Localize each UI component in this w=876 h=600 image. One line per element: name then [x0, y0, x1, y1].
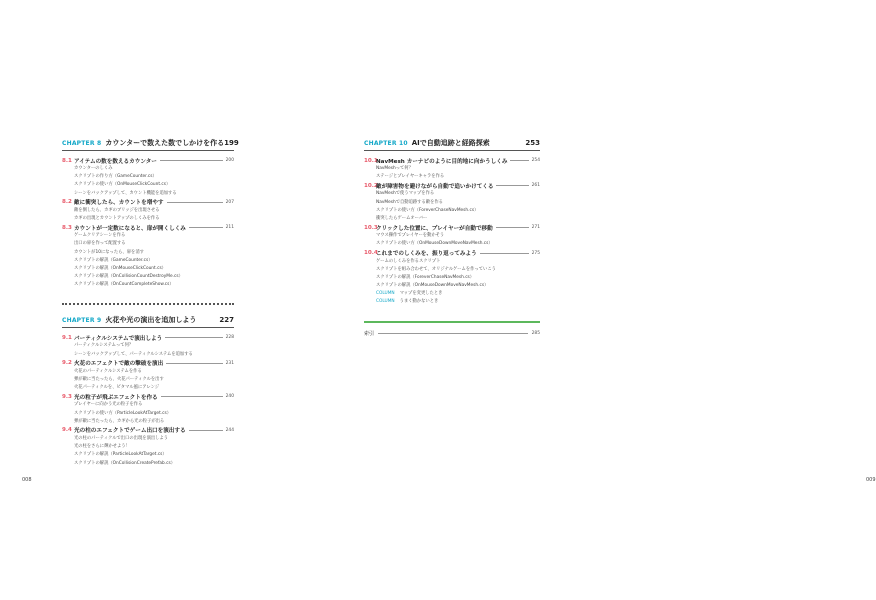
subsection-item: スクリプトの使い方（ParticleLookAtTarget.cs）: [74, 410, 172, 416]
page-number-right: 009: [866, 477, 876, 483]
section-heading: [364, 181, 540, 190]
section-heading: [62, 359, 234, 368]
section-leader-line: [496, 227, 529, 228]
section-leader-line: [189, 227, 223, 228]
subsection-item: シーンをバックアップして、パーティクルシステムを追加する: [74, 351, 193, 357]
chapter-heading: [62, 138, 239, 151]
section-leader-line: [189, 430, 223, 431]
subsection-item: 弾が敵に当たったら、カギから光の粒子が出る: [74, 418, 165, 424]
subsection-item: カギの出現とカウントアップのしくみを作る: [74, 215, 160, 221]
section-heading: [62, 333, 234, 342]
subsection-item: ゲームのしくみを作るスクリプト: [376, 258, 441, 264]
section-leader-line: [167, 202, 223, 203]
right-toc-column: [364, 138, 540, 338]
section-heading: [364, 249, 540, 258]
subsection-item: 出口の扉を作って配置する: [74, 241, 126, 247]
section-title: これまでのしくみを、振り返ってみよう: [376, 251, 477, 257]
index-rule: [364, 321, 540, 323]
page-number-left: 008: [22, 477, 32, 483]
section-heading: [62, 198, 234, 207]
subsection-item: パーティクルシステムって何？: [74, 343, 134, 349]
section-leader-line: [496, 185, 528, 186]
subsection-item: 火花のパーティクルシステムを作る: [74, 368, 142, 374]
section-leader-line: [166, 363, 222, 364]
subsection-item: ステージとプレイヤーキャラを作る: [376, 174, 445, 180]
chapter-title: AIで自動追跡と経路探索: [411, 139, 490, 147]
chapter-label: CHAPTER 9: [62, 317, 102, 325]
section-title: 光の粒子が飛ぶエフェクトを作る: [74, 394, 158, 401]
subsection-item: スクリプトの解説（OnCountCompleteShow.cs）: [74, 282, 174, 288]
index-page-number: 285: [531, 330, 540, 336]
subsection-item: スクリプトの解説（GameCounter.cs）: [74, 257, 153, 263]
chapter-heading: [62, 315, 234, 328]
subsection-item: スクリプトの使い方（OnMouseClickCount.cs）: [74, 182, 171, 188]
section-heading: [62, 392, 234, 401]
section-leader-line: [165, 337, 222, 338]
chapter-title: カウンターで数えた数でしかけを作る: [105, 139, 225, 147]
section-page-number: 211: [225, 225, 234, 231]
left-page: [0, 0, 300, 600]
subsection-item: カウントが10になったら、扉を消す: [74, 249, 144, 255]
section-page-number: 200: [225, 158, 234, 163]
index-leader-line: [378, 333, 528, 334]
subsection-item: スクリプトの解説（OnMouseClickCount.cs）: [74, 265, 166, 271]
subsection-item: 火花パーティクルを、ビタマル風にアレンジ: [74, 385, 160, 391]
subsection-item: マウス操作でプレイヤーを動かそう: [376, 233, 445, 239]
subsection-item: 衝突したらゲームオーバー: [376, 215, 428, 221]
chapter-block: [62, 315, 234, 467]
section-leader-line: [160, 160, 223, 161]
section-title: 火花のエフェクトで敵の撃破を演出: [74, 361, 164, 368]
subsection-item: NavMeshで自動追跡する敵を作る: [376, 199, 443, 205]
section-heading: [364, 223, 540, 232]
section-title: 敵が障害物を避けながら自動で追いかけてくる: [376, 183, 494, 190]
subsection-item: スクリプトの使い方（ForeverChaseNavMesh.cs）: [376, 207, 479, 213]
section-heading: [62, 156, 234, 165]
subsection-item: ゲームクリアシーンを作る: [74, 233, 126, 239]
subsection-item: スクリプトの解説（OnCollisionCreatePrefab.cs）: [74, 460, 176, 466]
chapter-separator: [62, 303, 234, 305]
section-heading: [62, 426, 234, 435]
chapter-title: 火花や光の演出を追加しよう: [105, 316, 197, 325]
subsection-item: スクリプトを組み合わせて、オリジナルゲームを作っていこう: [376, 266, 496, 272]
section-page-number: 240: [225, 394, 234, 400]
section-page-number: 207: [225, 199, 234, 205]
subsection-item: 弾が敵に当たったら、火花パーティクルを出す: [74, 377, 164, 382]
section-number: 10.2: [364, 182, 378, 189]
chapter-page-number: 227: [219, 316, 234, 325]
section-page-number: 261: [531, 183, 540, 189]
section-page-number: 271: [531, 225, 540, 231]
subsection-item: 光の柱をさらに輝かせよう！: [74, 444, 130, 450]
section-page-number: 244: [225, 427, 234, 433]
chapter-label: CHAPTER 10: [364, 140, 408, 147]
subsection-item: 敵を倒したら、カギのブリッジを出現させる: [74, 207, 160, 213]
section-number: 9.4: [62, 427, 72, 434]
section-title: 敵に衝突したら、カウントを増やす: [74, 200, 164, 207]
section-number: 9.2: [62, 360, 72, 367]
section-title: アイテムの数を数えるカウンター: [74, 158, 157, 165]
subsection-item: スクリプトの解説（ForeverChaseNavMesh.cs）: [376, 274, 475, 280]
section-page-number: 254: [531, 158, 540, 163]
section-number: 10.4: [364, 250, 378, 256]
section-leader-line: [161, 396, 223, 397]
section-leader-line: [510, 160, 528, 161]
subsection-item: 光の柱のパーティクルで出口の出現を演出しよう: [74, 435, 169, 441]
section-number: 10.1: [364, 157, 378, 164]
section-page-number: 228: [225, 335, 234, 341]
section-number: 8.3: [62, 224, 72, 231]
column-title: うまく動かないとき: [399, 299, 439, 305]
chapter-page-number: 253: [525, 139, 540, 147]
left-toc-column: [62, 138, 239, 482]
section-title: NavMesh カーナビのように目的地に向かうしくみ: [376, 158, 508, 165]
subsection-item: スクリプトの解説（OnMouseDownMoveNavMesh.cs）: [376, 283, 489, 289]
column-tag: COLUMN: [376, 299, 395, 305]
subsection-item: NavMeshって何？: [376, 166, 413, 171]
section-title: 光の柱のエフェクトでゲーム出口を演出する: [74, 428, 186, 435]
chapter-page-number: 199: [224, 139, 239, 147]
section-leader-line: [480, 253, 529, 254]
chapter-block: [364, 138, 540, 307]
subsection-item: スクリプトの解説（OnCollisionCountDestroyMe.cs）: [74, 274, 183, 280]
section-heading: [364, 156, 540, 165]
section-number: 8.1: [62, 157, 72, 164]
section-number: 10.3: [364, 224, 378, 231]
section-number: 9.3: [62, 393, 72, 400]
subsection-item: スクリプトの使い方（OnMouseDownMoveNavMesh.cs）: [376, 241, 493, 247]
chapter-block: [62, 138, 239, 289]
column-title: マップを変更したとき: [399, 291, 443, 297]
section-number: 9.1: [62, 334, 72, 341]
subsection-item: プレイヤーに向かう光の粒子を作る: [74, 402, 143, 408]
chapter-heading: [364, 138, 540, 151]
column-tag: COLUMN: [376, 291, 395, 297]
index-label: 索引: [364, 330, 375, 337]
column-item: [364, 298, 540, 306]
section-title: カウントが一定数になると、扉が開くしくみ: [74, 225, 186, 232]
section-title: パーティクルシステムで演出しよう: [74, 335, 163, 342]
subsection-item: NavMeshで使うマップを作る: [376, 191, 435, 197]
subsection-item: スクリプトの解説（ParticleLookAtTarget.cs）: [74, 452, 167, 458]
chapter-label: CHAPTER 8: [62, 140, 102, 147]
index-entry: [364, 329, 540, 338]
section-page-number: 275: [531, 250, 540, 256]
column-item: [364, 290, 540, 298]
section-heading: [62, 223, 234, 232]
section-title: クリックした位置に、プレイヤーが自動で移動: [376, 225, 493, 232]
subsection-item: スクリプトの作り方（GameCounter.cs）: [74, 174, 157, 180]
section-number: 8.2: [62, 199, 72, 206]
subsection-item: シーンをバックアップして、カウント機能を追加する: [74, 190, 177, 196]
section-page-number: 231: [225, 360, 234, 366]
subsection-item: カウンターのしくみ: [74, 166, 113, 171]
